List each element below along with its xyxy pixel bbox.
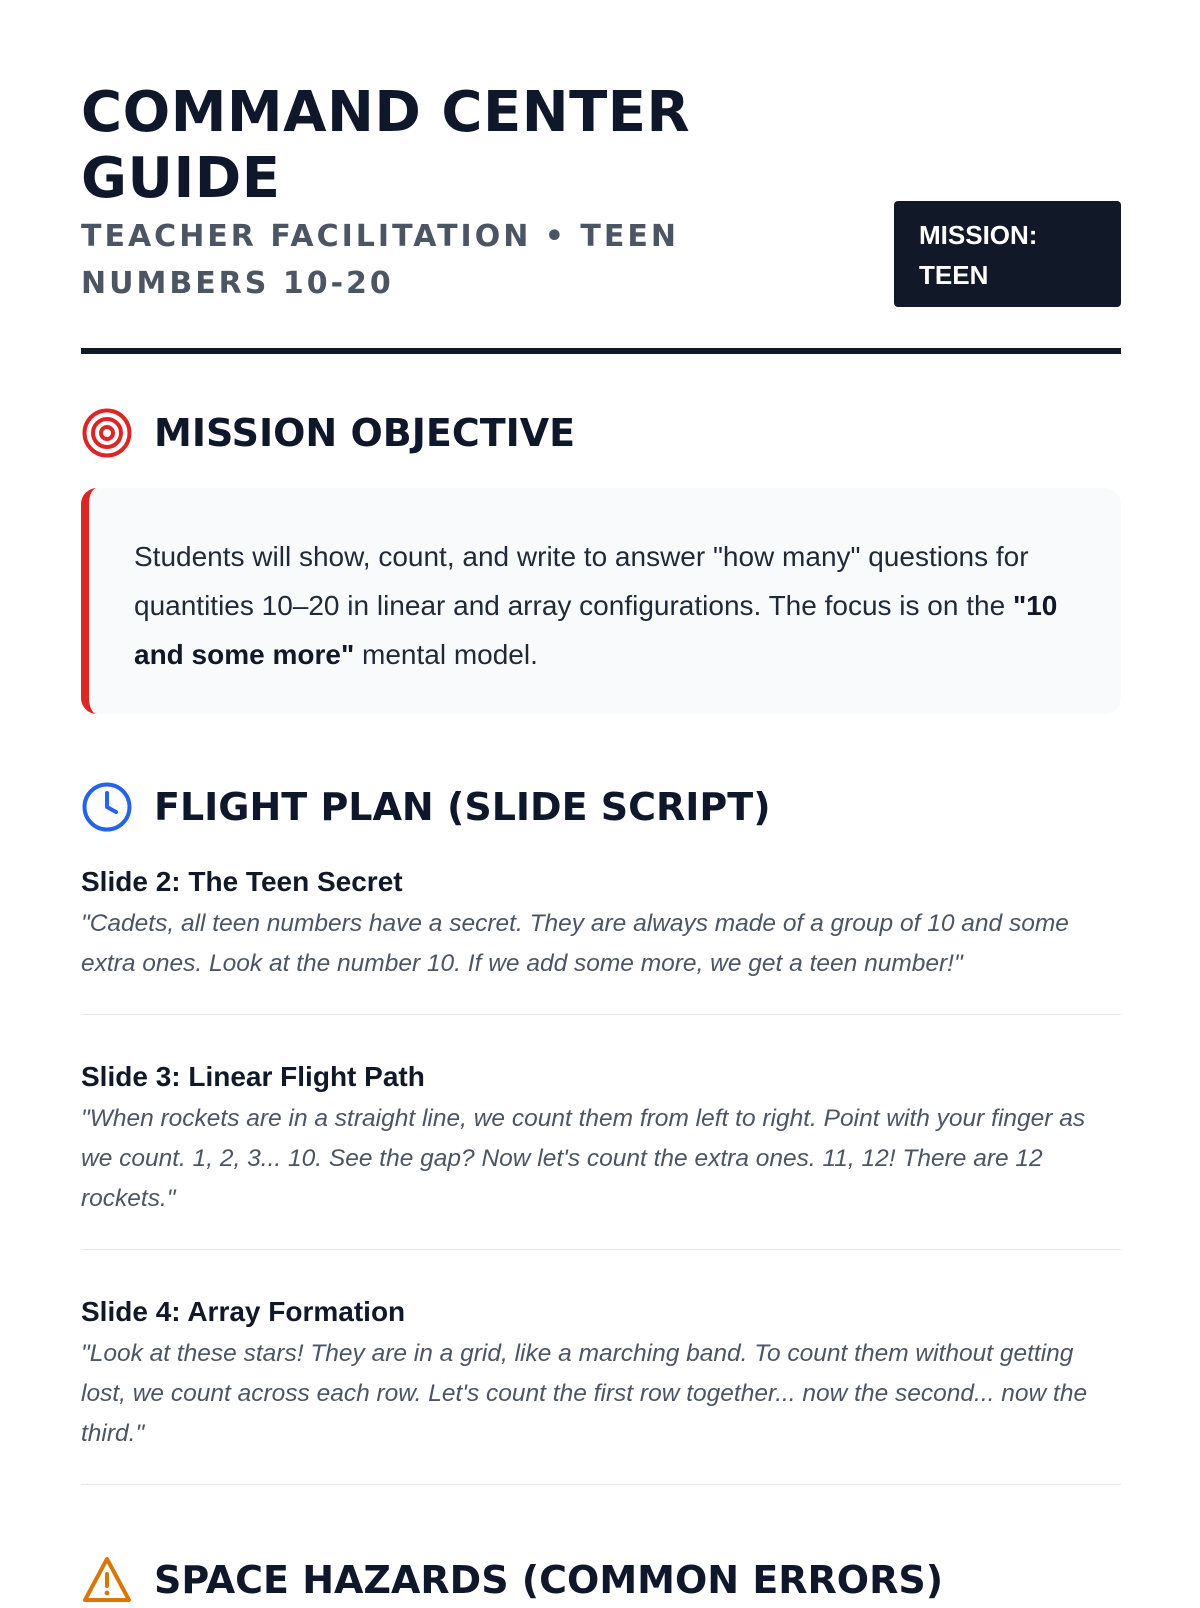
mission-objective-header [81, 405, 1121, 461]
slide-script-title: Slide 3: Linear Flight Path [81, 1061, 425, 1092]
mission-badge-label: MISSION: [919, 220, 1038, 250]
slide-script-item [81, 1057, 1121, 1250]
slide-script-title: Slide 2: The Teen Secret [81, 866, 403, 897]
page-subtitle: TEACHER FACILITATION • TEEN NUMBERS 10-20 [81, 219, 679, 301]
target-icon [81, 407, 133, 459]
objective-text-end: mental model. [354, 639, 538, 670]
header-divider [81, 348, 1121, 354]
mission-badge-value: TEEN [919, 260, 989, 290]
flight-plan-header [81, 779, 1121, 835]
mission-objective-callout [81, 488, 1121, 714]
flight-plan-title: FLIGHT PLAN (SLIDE SCRIPT) [154, 785, 771, 829]
space-hazards-title: SPACE HAZARDS (COMMON ERRORS) [154, 1558, 944, 1602]
objective-key-phrase: "10 and some more" [134, 590, 1058, 670]
slide-script-quote: "Cadets, all teen numbers have a secret. They are always made of a group of 10 and some extra ones. Look at the number 10. If we add some more, we get a teen number!" [81, 910, 1069, 977]
warning-icon [81, 1554, 133, 1606]
mission-objective-title: MISSION OBJECTIVE [154, 411, 576, 455]
objective-text: Students will show, count, and write to answer "how many" questions for quantities 10–20 in linear and array configurations. The focus is on the [134, 541, 1029, 621]
slide-script-quote: "Look at these stars! They are in a grid, like a marching band. To count them without getting lost, we count across each row. Let's count the first row together... now the second... now the third." [81, 1340, 1088, 1447]
mission-badge [894, 201, 1121, 307]
slide-script-item [81, 1292, 1121, 1485]
slide-script-item [81, 862, 1121, 1015]
slide-script-quote: "When rockets are in a straight line, we count them from left to right. Point with your finger as we count. 1, 2, 3... 10. See the gap? Now let's count the extra ones. 11, 12! There are 12 rockets." [81, 1105, 1086, 1212]
clock-icon [81, 781, 133, 833]
page-title: COMMAND CENTER GUIDE [81, 80, 691, 211]
slide-script-title: Slide 4: Array Formation [81, 1296, 406, 1327]
